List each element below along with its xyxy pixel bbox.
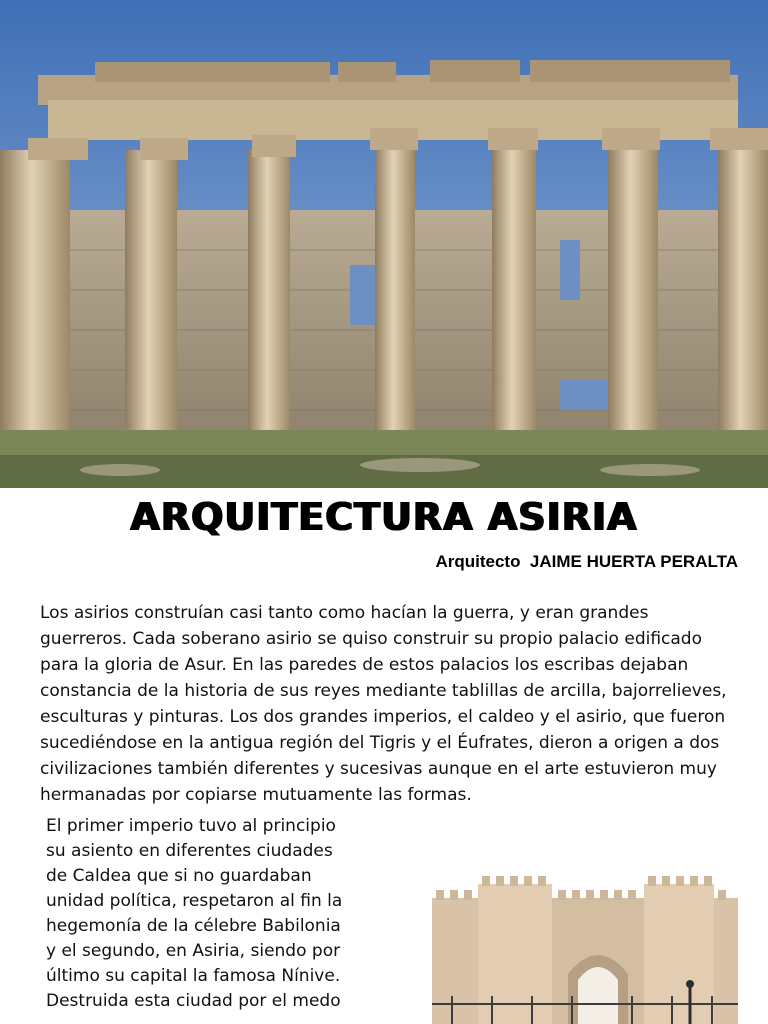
assyrian-gate-illustration [432, 874, 738, 1024]
page-title: ARQUITECTURA ASIRIA [130, 495, 638, 539]
column-paragraph: El primer imperio tuvo al principio su asiento en diferentes ciudades de Caldea que si no guardaban unidad política, respetaron al fin la hegemonía de la célebre Babilonia y el segundo, en Asiria, siendo por último su capital la famosa Nínive. Destruida esta ciudad por el medo [46, 816, 343, 1011]
gate-photo [432, 874, 738, 1024]
hero-ruins-photo [0, 0, 768, 488]
author-line: Arquitecto JAIME HUERTA PERALTA [435, 552, 738, 571]
intro-paragraph: Los asirios construían casi tanto como hacían la guerra, y eran grandes guerreros. Cada soberano asirio se quiso construir su propio palacio edificado para la gloria de Asur. En las paredes de estos palacios los escribas dejaban constancia de la historia de sus reyes mediante tablillas de arcilla, bajorrelieves, esculturas y pinturas. Los dos grandes imperios, el caldeo y el asirio, que fueron sucediéndose en la antigua región del Tigris y el Éufrates, dieron a origen a dos civilizaciones también diferentes y sucesivas aunque en el arte estuvieron muy hermanadas por copiarse mutuamente las formas. [40, 603, 727, 805]
colonnade-ruins-illustration [0, 0, 768, 488]
